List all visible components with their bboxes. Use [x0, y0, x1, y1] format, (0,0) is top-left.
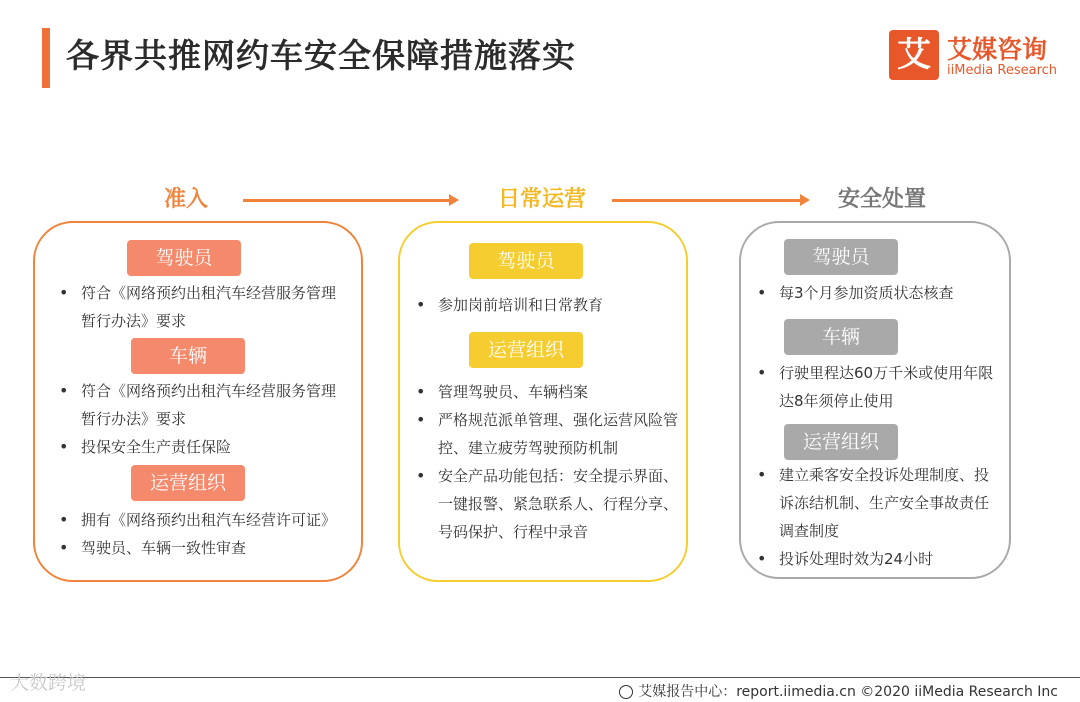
logo-mark-icon: 艾: [889, 30, 939, 80]
list-item: • 管理驾驶员、车辆档案: [416, 378, 678, 406]
tag-operator: 运营组织: [784, 424, 898, 460]
list-item: • 每3个月参加资质状态核查: [757, 279, 1003, 307]
footer-divider: [0, 677, 1080, 678]
stage-label-operation: 日常运营: [497, 187, 586, 212]
list-driver-operation: [416, 291, 678, 319]
stage-label-entry: 准入: [163, 187, 208, 212]
list-item: • 符合《网络预约出租汽车经营服务管理暂行办法》要求: [59, 377, 345, 433]
list-item: • 符合《网络预约出租汽车经营服务管理暂行办法》要求: [59, 279, 345, 335]
iimedia-logo: [889, 30, 1059, 82]
list-item: • 严格规范派单管理、强化运营风险管控、建立疲劳驾驶预防机制: [416, 406, 678, 462]
tag-driver: 驾驶员: [469, 243, 583, 279]
list-item: • 行驶里程达60万千米或使用年限达8年须停止使用: [757, 359, 1003, 415]
watermark: 大数跨境: [10, 672, 87, 694]
list-operator-operation: [416, 378, 678, 546]
tag-operator: 运营组织: [131, 465, 245, 501]
flow-arrow-2: [612, 199, 802, 202]
tag-operator: 运营组织: [469, 332, 583, 368]
list-vehicle-requirements: [59, 377, 345, 461]
tag-vehicle: 车辆: [784, 319, 898, 355]
list-operator-requirements: [59, 506, 355, 562]
list-item: • 投保安全生产责任保险: [59, 433, 345, 461]
panel-operation: [398, 221, 688, 582]
list-operator-handling: [757, 461, 1003, 573]
flow-arrow-1: [243, 199, 451, 202]
list-item: • 安全产品功能包括：安全提示界面、一键报警、紧急联系人、行程分享、号码保护、行程中录音: [416, 462, 678, 546]
list-item: • 建立乘客安全投诉处理制度、投诉冻结机制、生产安全事故责任调查制度: [757, 461, 1003, 545]
stage-label-handling: 安全处置: [837, 187, 926, 212]
tag-driver: 驾驶员: [127, 240, 241, 276]
list-vehicle-handling: [757, 359, 1003, 415]
page-title: 各界共推网约车安全保障措施落实: [66, 36, 576, 75]
list-driver-requirements: [59, 279, 345, 335]
globe-icon: [619, 685, 633, 699]
logo-chinese-name: 艾媒咨询: [947, 35, 1048, 64]
logo-english-name: iiMedia Research: [947, 63, 1058, 78]
tag-vehicle: 车辆: [131, 338, 245, 374]
footer-source: [619, 681, 1058, 701]
list-item: • 驾驶员、车辆一致性审查: [59, 534, 355, 562]
footer-text: 艾媒报告中心：report.iimedia.cn ©2020 iiMedia Research Inc: [638, 684, 1058, 700]
title-accent-bar: [42, 28, 50, 88]
tag-driver: 驾驶员: [784, 239, 898, 275]
list-item: • 参加岗前培训和日常教育: [416, 291, 678, 319]
list-driver-handling: [757, 279, 1003, 307]
list-item: • 投诉处理时效为24小时: [757, 545, 1003, 573]
list-item: • 拥有《网络预约出租汽车经营许可证》: [59, 506, 355, 534]
panel-entry: [33, 221, 363, 582]
panel-handling: [739, 221, 1011, 579]
